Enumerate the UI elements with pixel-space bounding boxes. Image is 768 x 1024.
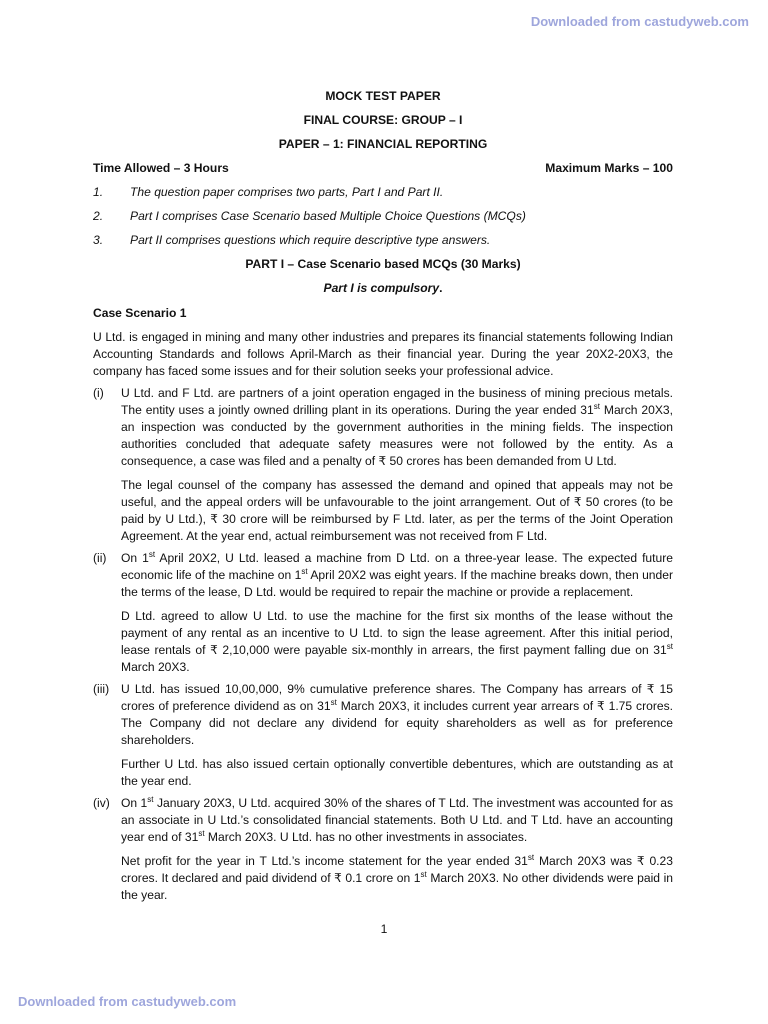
text-run: On 1 [121, 796, 148, 810]
case-item-ii-para2 [121, 608, 673, 676]
superscript: st [148, 549, 156, 559]
text-run: Net profit for the year in T Ltd.’s income statement for the year ended 31 [121, 854, 528, 868]
instruction-text: Part II comprises questions which require descriptive type answers. [130, 233, 491, 247]
item-body [121, 795, 673, 846]
superscript: st [420, 869, 427, 879]
page-number: 1 [380, 922, 388, 936]
document-page [93, 88, 673, 904]
time-allowed: Time Allowed – 3 Hours [93, 161, 229, 175]
text-run: March 20X3. U Ltd. has no other investments in associates. [204, 830, 528, 844]
part1-heading: PART I – Case Scenario based MCQs (30 Marks) [245, 257, 521, 271]
item-label: (iii) [93, 682, 110, 696]
item-body [121, 385, 673, 470]
text-run: On 1 [121, 551, 149, 565]
item-label: (ii) [93, 551, 107, 565]
maximum-marks: Maximum Marks – 100 [545, 161, 673, 175]
text-run: January 20X3, U Ltd. acquired 30% of the shares of T Ltd. The investment was accounted for as an associate in U Ltd.’s consolidated financial statements. Both U Ltd. and T Ltd. have an accounting year end of 31 [121, 796, 673, 844]
part1-subheading-dot: . [439, 281, 443, 295]
text-run: March 20X3, an inspection was conducted by the government authorities in the mining fields. The inspection authorities concluded that adequate safety measures were not followed by the entity. As a consequence, a case was filed and a penalty of ₹ 50 crores has been demanded from U Ltd. [121, 403, 673, 468]
item-body [121, 550, 673, 601]
text-run: April 20X2 was eight years. If the machine breaks down, then under the terms of the lease, D Ltd. would be required to repair the machine or provide a replacement. [121, 568, 673, 599]
item-label: (i) [93, 386, 104, 400]
part1-subheading-text: Part I is compulsory [323, 281, 440, 295]
text-run: U Ltd. has issued 10,00,000, 9% cumulative preference shares. The Company has arrears of ₹ 15 crores of preference dividend as on 31 [121, 682, 673, 713]
superscript: st [330, 697, 337, 707]
text-run: April 20X2, U Ltd. leased a machine from D Ltd. on a three-year lease. The expected future economic life of the machine on 1 [121, 551, 673, 582]
text-run: March 20X3. No other dividends were paid in the year. [121, 871, 673, 902]
instruction-2 [93, 208, 673, 225]
case-item-ii [93, 550, 673, 601]
case-intro: U Ltd. is engaged in mining and many other industries and prepares its financial statements following Indian Accounting Standards and follows April-March as their financial year. During the year 20X2-20X3, the company has faced some issues and for their solution seeks your professional advice. [93, 330, 673, 378]
case-item-iv-para2 [121, 853, 673, 904]
text-run: D Ltd. agreed to allow U Ltd. to use the machine for the first six months of the lease without the payment of any rental as an incentive to U Ltd. to sign the lease agreement. After this initial period, lease rentals of ₹ 2,10,000 were payable six-monthly in arrears, the first payment falling due on 31 [121, 609, 673, 657]
text-run: March 20X3, it includes current year arrears of ₹ 1.75 crores. The Company did not declare any dividend for equity shareholders as well as for preference shareholders. [121, 699, 673, 747]
instruction-number: 3. [93, 233, 104, 247]
superscript: st [527, 852, 535, 862]
item-label: (iv) [93, 796, 110, 810]
case-item-iii-para2: Further U Ltd. has also issued certain optionally convertible debentures, which are outstanding as at the year end. [121, 757, 673, 788]
superscript: st [593, 401, 600, 411]
instruction-1 [93, 184, 673, 201]
course-group: FINAL COURSE: GROUP – I [303, 113, 463, 127]
case-scenario-title: Case Scenario 1 [93, 306, 187, 320]
superscript: st [301, 566, 308, 576]
instruction-3 [93, 232, 673, 249]
instruction-number: 2. [93, 209, 104, 223]
item-body [121, 681, 673, 749]
instruction-text: The question paper comprises two parts, Part I and Part II. [130, 185, 444, 199]
time-marks-row [93, 160, 673, 177]
superscript: st [147, 794, 154, 804]
text-run: U Ltd. and F Ltd. are partners of a joint operation engaged in the business of mining precious metals. The entity uses a jointly owned drilling plant in its operations. During the year ended 31 [121, 386, 673, 417]
text-run: March 20X3. [121, 660, 190, 674]
case-item-i [93, 385, 673, 470]
watermark-top[interactable]: Downloaded from castudyweb.com [530, 14, 749, 29]
case-item-i-para2: The legal counsel of the company has assessed the demand and opined that appeals may not be useful, and the appeal orders will be unfavourable to the joint arrangement. Out of ₹ 50 crores (to be paid by U Ltd.), ₹ 30 crore will be reimbursed by F Ltd. later, as per the terms of the Joint Operation Agreement. At the year end, actual reimbursement was not received from F Ltd. [121, 478, 673, 543]
instruction-number: 1. [93, 185, 104, 199]
case-item-iii [93, 681, 673, 749]
part1-subheading [93, 280, 673, 297]
instruction-text: Part I comprises Case Scenario based Multiple Choice Questions (MCQs) [130, 209, 526, 223]
superscript: st [666, 641, 673, 651]
case-item-iv [93, 795, 673, 846]
superscript: st [198, 828, 205, 838]
paper-name: PAPER – 1: FINANCIAL REPORTING [278, 137, 488, 151]
paper-title: MOCK TEST PAPER [325, 89, 441, 103]
watermark-bottom[interactable]: Downloaded from castudyweb.com [18, 994, 237, 1009]
text-run: March 20X3 was ₹ 0.23 crores. It declared and paid dividend of ₹ 0.1 crore on 1 [121, 854, 673, 885]
